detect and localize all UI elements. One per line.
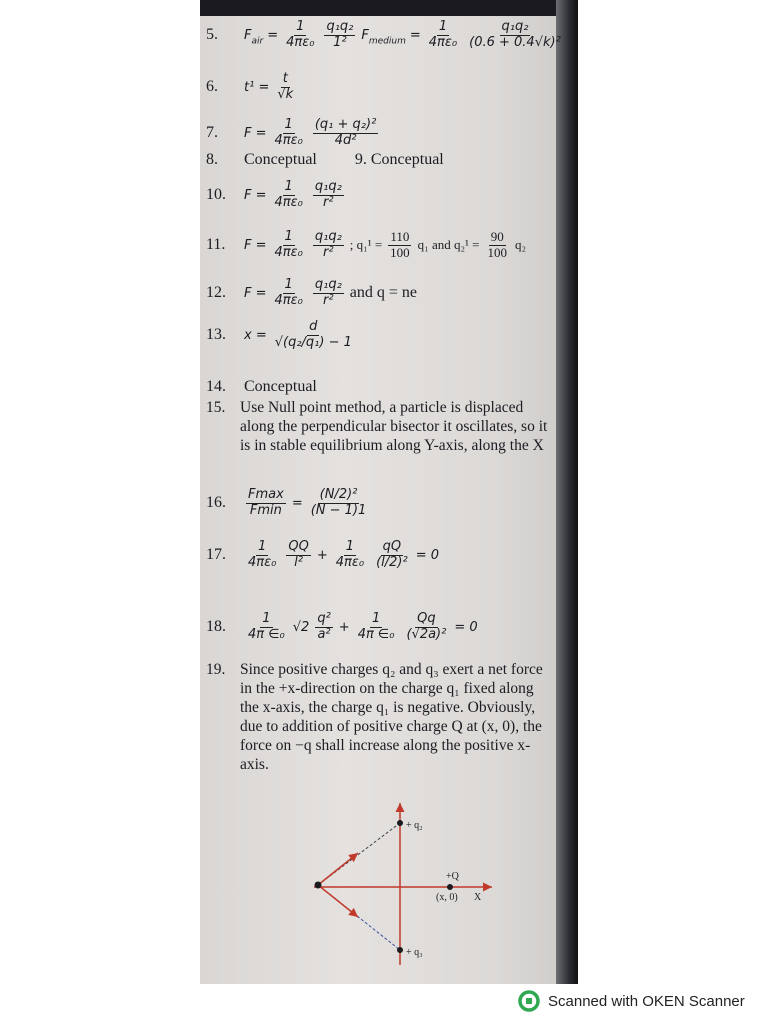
- denominator: 4d²: [334, 132, 357, 148]
- fraction: [404, 612, 448, 643]
- numerator: 1: [284, 117, 293, 132]
- denominator: r²: [323, 194, 334, 210]
- item-14: [206, 378, 317, 396]
- scanner-watermark: [518, 990, 745, 1012]
- denominator: (0.6 + 0.4√k)²: [469, 34, 561, 50]
- math-symbol: F: [361, 28, 369, 44]
- denominator: 4πε₀: [428, 34, 458, 50]
- math-expression: √2: [292, 620, 310, 636]
- numerator: Qq: [417, 611, 436, 626]
- force-arrow-down: [318, 885, 358, 917]
- denominator: r²: [323, 292, 334, 308]
- numerator: 110: [390, 229, 410, 244]
- numerator: 1: [284, 179, 293, 194]
- item-number: 13.: [206, 326, 226, 344]
- numerator: q₁q₂: [314, 179, 342, 194]
- item-12: [206, 278, 417, 309]
- numerator: 1: [284, 277, 293, 292]
- item-number: 16.: [206, 494, 226, 512]
- math-expression: t¹ =: [244, 80, 270, 96]
- numerator: QQ: [288, 539, 309, 554]
- math-expression: F =: [244, 238, 267, 254]
- force-arrow-up: [318, 853, 358, 885]
- item-number: 8.: [206, 151, 218, 168]
- math-expression: = 0: [415, 548, 439, 564]
- numerator: t: [282, 71, 288, 86]
- item-19: [206, 660, 554, 774]
- fraction: [273, 320, 354, 351]
- math-subscript: medium: [368, 36, 406, 47]
- fraction: [313, 118, 378, 149]
- math-expression: ; q₁¹ =: [349, 237, 383, 253]
- denominator: l²: [294, 554, 303, 570]
- denominator: (l/2)²: [376, 554, 408, 570]
- fraction: [246, 612, 287, 643]
- force-diagram: [300, 795, 510, 970]
- denominator: √(q₂/q₁) − 1: [274, 334, 352, 350]
- denominator: 4πε₀: [274, 194, 303, 210]
- numerator: q₁q₂: [314, 229, 342, 244]
- fraction: [374, 540, 410, 571]
- denominator: 1²: [333, 34, 347, 50]
- label-q3: + q₃: [406, 947, 423, 958]
- numerator: 1: [258, 539, 267, 554]
- denominator: 4πε₀: [274, 292, 303, 308]
- denominator: 4πε₀: [274, 244, 303, 260]
- numerator: (N/2)²: [319, 487, 358, 502]
- numerator: q²: [317, 611, 331, 626]
- fraction: [246, 540, 278, 571]
- item-number: 14.: [206, 378, 226, 395]
- math-expression: F =: [244, 286, 267, 302]
- oken-scanner-logo-icon: [518, 990, 540, 1012]
- numerator: q₁q₂: [314, 277, 342, 292]
- fraction: [284, 20, 316, 51]
- label-q2: + q₂: [406, 820, 423, 831]
- label-coord: (x, 0): [436, 892, 458, 903]
- math-expression: q₂: [515, 237, 527, 253]
- numerator: qQ: [382, 539, 402, 554]
- fraction: [315, 612, 332, 643]
- numerator: 90: [490, 229, 504, 244]
- item-number: 18.: [206, 618, 226, 636]
- numerator: 1: [296, 19, 305, 34]
- denominator: r²: [323, 244, 334, 260]
- book-spine-edge: [556, 0, 578, 984]
- denominator: (N − 1)1: [310, 502, 367, 518]
- denominator: 4πε₀: [335, 554, 365, 570]
- fraction: [246, 488, 286, 519]
- math-operator: +: [338, 620, 350, 636]
- numerator: 1: [262, 611, 271, 626]
- page-top-edge: [200, 0, 578, 16]
- item-17: [206, 540, 439, 571]
- math-operator: =: [291, 496, 303, 512]
- charge-q3-dot: [397, 947, 403, 953]
- denominator: 4π ∈₀: [248, 626, 285, 642]
- math-subscript: air: [251, 36, 264, 47]
- math-expression: F =: [244, 126, 267, 142]
- item-text: Use Null point method, a particle is displaced along the perpendicular bisector it oscillates, so it is in stable equilibrium along Y-axis, along the X: [240, 399, 548, 454]
- item-11: [206, 230, 526, 261]
- item-10: [206, 180, 346, 211]
- numerator: Fmax: [248, 487, 284, 502]
- item-text: Conceptual: [244, 378, 317, 395]
- numerator: d: [309, 319, 318, 334]
- item-6: [206, 72, 297, 103]
- denominator: (√2a)²: [406, 626, 447, 642]
- fraction: [356, 612, 397, 643]
- math-operator: =: [409, 28, 421, 44]
- item-number: 10.: [206, 186, 226, 204]
- math-expression: = 0: [454, 620, 478, 636]
- math-operator: =: [267, 28, 279, 44]
- numerator: q₁q₂: [326, 19, 354, 34]
- item-15: [206, 398, 554, 455]
- item-number: 19.: [206, 661, 226, 678]
- fraction: [273, 118, 305, 149]
- denominator: 4πε₀: [248, 554, 277, 570]
- fraction: [313, 230, 344, 261]
- fraction: [273, 230, 305, 261]
- label-x-axis: X: [474, 892, 482, 903]
- charge-q1-dot: [315, 882, 322, 889]
- item-9-text: 9. Conceptual: [354, 151, 444, 168]
- denominator: 4πε₀: [286, 34, 315, 50]
- fraction: [313, 278, 344, 309]
- fraction: [286, 540, 310, 571]
- fraction: [273, 278, 305, 309]
- item-text: and q = ne: [349, 284, 418, 302]
- denominator: a²: [317, 626, 331, 642]
- fraction: [388, 230, 412, 261]
- numerator: (q₁ + q₂)²: [314, 117, 377, 132]
- item-7: [206, 118, 380, 149]
- math-expression: F =: [244, 188, 267, 204]
- math-operator: +: [316, 548, 328, 564]
- charge-Q-dot: [447, 884, 453, 890]
- item-number: 11.: [206, 236, 226, 254]
- fraction: [324, 20, 355, 51]
- charge-q2-dot: [397, 820, 403, 826]
- fraction: [467, 20, 563, 51]
- math-symbol: F: [244, 28, 252, 44]
- fraction: [309, 488, 369, 519]
- item-text: Since positive charges q₂ and q₃ exert a net force in the +x-direction on the charge q₁ fixed along the x-axis, the charge q₁ is negative. Obviously, due to addition of positive charge Q at (x, 0), the force on −q shall increase along the positive x-axis.: [240, 661, 543, 773]
- item-16: [206, 488, 370, 519]
- item-18: [206, 612, 478, 643]
- item-number: 17.: [206, 546, 226, 564]
- fraction: [334, 540, 366, 571]
- fraction: [275, 72, 295, 103]
- math-expression: q₁ and q₂¹ =: [417, 237, 480, 253]
- item-number: 15.: [206, 399, 226, 416]
- numerator: 1: [345, 539, 355, 554]
- item-number: 5.: [206, 26, 218, 44]
- numerator: 1: [371, 611, 381, 626]
- item-number: 6.: [206, 78, 218, 96]
- item-text: Conceptual: [244, 151, 317, 168]
- denominator: 4π ∈₀: [357, 626, 395, 642]
- fraction: [486, 230, 510, 261]
- numerator: q₁q₂: [501, 19, 529, 34]
- item-13: [206, 320, 356, 351]
- item-5: [206, 20, 565, 51]
- denominator: 100: [390, 244, 410, 260]
- fraction: [313, 180, 344, 211]
- item-number: 7.: [206, 124, 218, 142]
- denominator: √k: [277, 86, 294, 102]
- denominator: 100: [487, 244, 507, 260]
- denominator: 4πε₀: [274, 132, 303, 148]
- fraction: [273, 180, 305, 211]
- item-8-9: [206, 151, 444, 169]
- item-number: 12.: [206, 284, 226, 302]
- watermark-text: Scanned with OKEN Scanner: [548, 992, 745, 1010]
- denominator: Fmin: [249, 502, 282, 518]
- math-expression: x =: [244, 328, 267, 344]
- numerator: 1: [284, 229, 293, 244]
- label-Q: +Q: [446, 871, 459, 882]
- fraction: [427, 20, 459, 51]
- numerator: 1: [438, 19, 448, 34]
